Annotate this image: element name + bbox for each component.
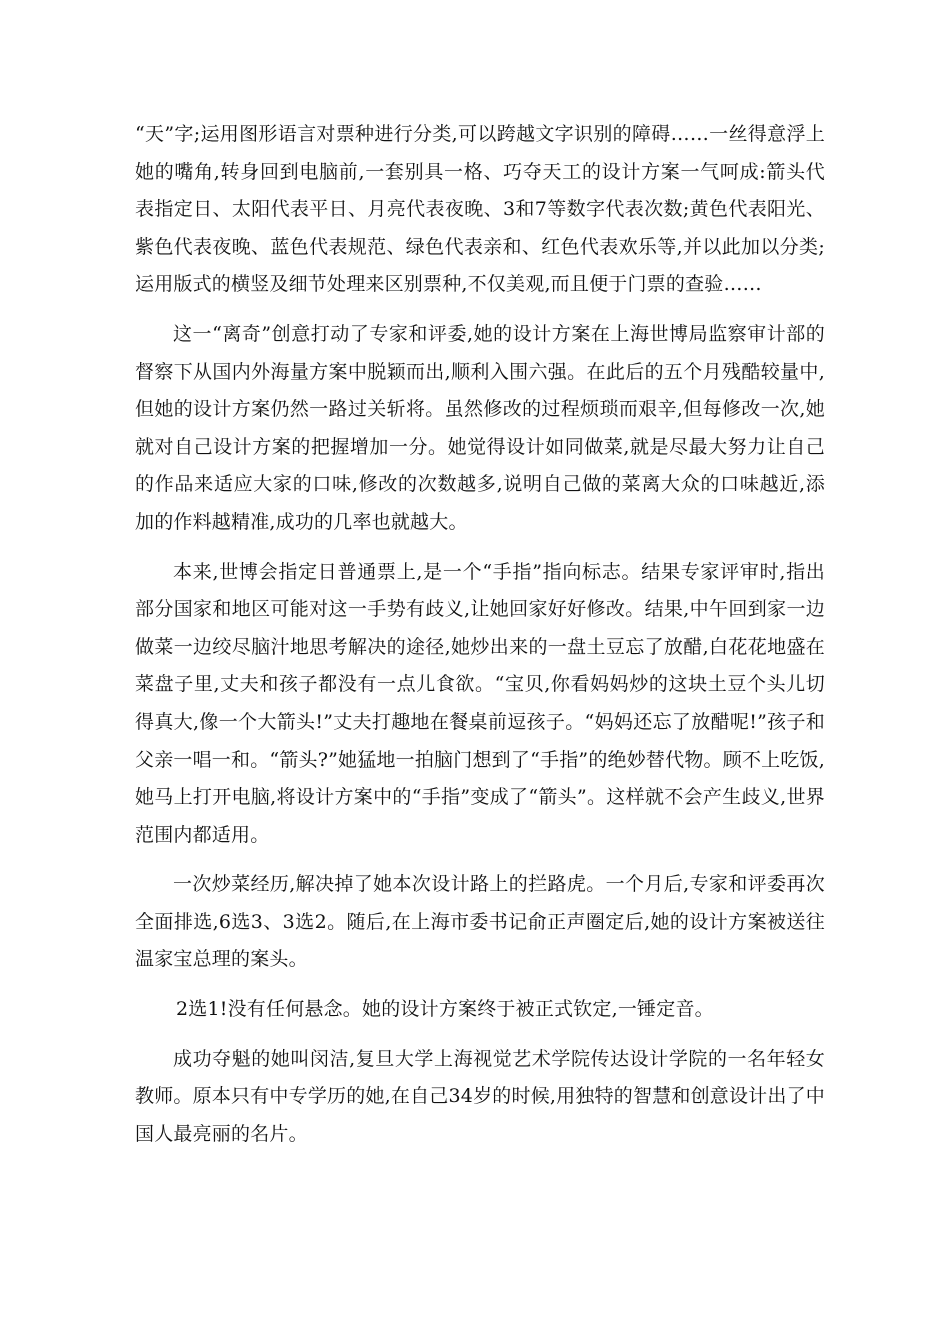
paragraph-final-selection: 一次炒菜经历,解决掉了她本次设计路上的拦路虎。一个月后,专家和评委再次全面排选,6选3、3选2。随后,在上海市委书记俞正声圈定后,她的设计方案被送往温家宝总理的案头。 [135,873,825,971]
paragraph-two-choose-one: 2选1!没有任何悬念。她的设计方案终于被正式钦定,一锤定音。 [176,998,714,1021]
paragraph-ticket-design: “天”字;运用图形语言对票种进行分类,可以跨越文字识别的障碍……一丝得意浮上她的嘴角,转身回到电脑前,一套别具一格、巧夺天工的设计方案一气呵成:箭头代表指定日、太阳代表平日、月亮代表夜晚、3和7等数字代表次数;黄色代表阳光、紫色代表夜晚、蓝色代表规范、绿色代表亲和、红色代表欢乐等,并以此加以分类;运用版式的横竖及细节处理来区别票种,不仅美观,而且便于门票的查验…… [135,123,825,296]
paragraph-finger-to-arrow: 本来,世博会指定日普通票上,是一个“手指”指向标志。结果专家评审时,指出部分国家和地区可能对这一手势有歧义,让她回家好好修改。结果,中午回到家一边做菜一边绞尽脑汁地思考解决的途径,她炒出来的一盘土豆忘了放醋,白花花地盛在菜盘子里,丈夫和孩子都没有一点儿食欲。“宝贝,你看妈妈炒的这块土豆个头儿切得真大,像一个大箭头!”丈夫打趣地在餐桌前逗孩子。“妈妈还忘了放醋呢!”孩子和父亲一唱一和。“箭头?”她猛地一拍脑门想到了“手指”的绝妙替代物。顾不上吃饭,她马上打开电脑,将设计方案中的“手指”变成了“箭头”。这样就不会产生歧义,世界范围内都适用。 [135,560,825,846]
paragraph-experts-impressed: 这一“离奇”创意打动了专家和评委,她的设计方案在上海世博局监察审计部的督察下从国内外海量方案中脱颖而出,顺利入围六强。在此后的五个月残酷较量中,但她的设计方案仍然一路过关斩将。虽然修改的过程烦琐而艰辛,但每修改一次,她就对自己设计方案的把握增加一分。她觉得设计如同做菜,就是尽最大努力让自己的作品来适应大家的口味,修改的次数越多,说明自己做的菜离大众的口味越近,添加的作料越精准,成功的几率也就越大。 [135,322,825,533]
paragraph-designer-intro: 成功夺魁的她叫闵洁,复旦大学上海视觉艺术学院传达设计学院的一名年轻女教师。原本只有中专学历的她,在自己34岁的时候,用独特的智慧和创意设计出了中国人最亮丽的名片。 [135,1047,825,1145]
document-page [135,116,825,1153]
